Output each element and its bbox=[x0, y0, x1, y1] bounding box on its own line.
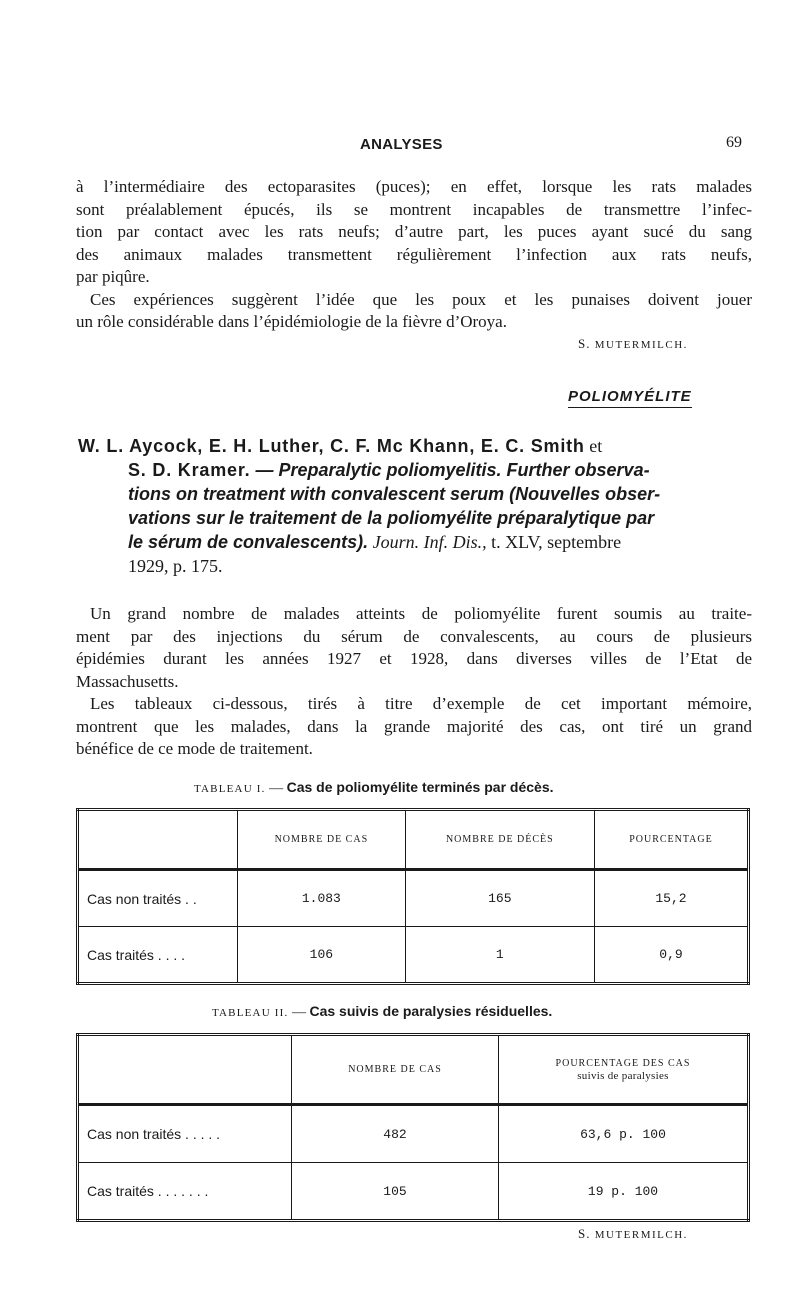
table-cell: 63,6 p. 100 bbox=[499, 1105, 749, 1163]
table-cell: 15,2 bbox=[594, 870, 748, 927]
text-line: à l’intermédiaire des ectoparasites (puces); en effet, lorsque les rats malades bbox=[76, 177, 752, 196]
table2 bbox=[76, 1033, 750, 1222]
table2-header-percent bbox=[499, 1035, 749, 1105]
article-title: vations sur le traitement de la poliomyélite préparalytique par bbox=[128, 508, 655, 528]
table2-caption bbox=[212, 1003, 552, 1021]
text-line: Ces expériences suggèrent l’idée que les poux et les punaises doivent jouer bbox=[90, 289, 752, 309]
signature-name: MUTERMILCH. bbox=[594, 1229, 688, 1241]
article-title: — Preparalytic poliomyelitis. Further observa- bbox=[250, 460, 650, 480]
ref-conjunction: et bbox=[584, 436, 603, 456]
text-line: par piqûre. bbox=[76, 267, 150, 286]
signature-initial: S. bbox=[578, 1226, 591, 1241]
signature-name: MUTERMILCH. bbox=[594, 339, 688, 351]
article-title: tions on treatment with convalescent serum (Nouvelles obser- bbox=[128, 484, 661, 504]
table1-header-percent: POURCENTAGE bbox=[594, 810, 748, 870]
table-row-label: Cas traités . . . . bbox=[78, 927, 238, 984]
journal-name: Journ. Inf. Dis., bbox=[368, 532, 487, 552]
authors: S. D. Kramer. bbox=[128, 460, 251, 480]
table-corner-cell bbox=[78, 810, 238, 870]
table-row bbox=[78, 1163, 749, 1221]
table1-caption bbox=[194, 779, 554, 797]
bibliographic-reference bbox=[78, 434, 754, 578]
text-line: épidémies durant les années 1927 et 1928, dans diverses villes de l’Etat de bbox=[76, 649, 752, 668]
text-line: sont préalablement épucés, ils se montrent incapables de transmettre l’infec- bbox=[76, 199, 752, 219]
table1-header-deaths: NOMBRE DE DÉCÈS bbox=[405, 810, 594, 870]
body-paragraph bbox=[76, 603, 752, 761]
table2-header-percent-line1: POURCENTAGE DES CAS bbox=[555, 1057, 691, 1069]
table1-caption-text: Cas de poliomyélite terminés par décès. bbox=[286, 779, 554, 795]
article-title: le sérum de convalescents). bbox=[128, 532, 369, 552]
journal-volume: t. XLV, septembre bbox=[486, 532, 622, 552]
page-number: 69 bbox=[726, 134, 742, 151]
text-line: ment par des injections du sérum de convalescents, au cours de plusieurs bbox=[76, 626, 752, 646]
table-cell: 0,9 bbox=[594, 927, 748, 984]
table-cell: 19 p. 100 bbox=[499, 1163, 749, 1221]
signature-initial: S. bbox=[578, 336, 591, 351]
journal-year-page: 1929, p. 175. bbox=[128, 556, 223, 576]
intro-signature bbox=[578, 336, 688, 352]
intro-paragraph bbox=[76, 176, 752, 334]
caption-dash: — bbox=[265, 781, 287, 796]
table1-caption-label: TABLEAU I. bbox=[194, 783, 266, 795]
table-cell: 1.083 bbox=[238, 870, 406, 927]
caption-dash: — bbox=[288, 1005, 310, 1020]
text-line: Un grand nombre de malades atteints de poliomyélite furent soumis au traite- bbox=[90, 604, 752, 623]
table-cell: 106 bbox=[238, 927, 406, 984]
table-cell: 1 bbox=[405, 927, 594, 984]
text-line: des animaux malades transmettent régulièrement l’infection aux rats neufs, bbox=[76, 244, 752, 264]
table2-caption-text: Cas suivis de paralysies résiduelles. bbox=[309, 1003, 553, 1019]
running-head: ANALYSES bbox=[360, 136, 443, 153]
text-line: montrent que les malades, dans la grande majorité des cas, ont tiré un grand bbox=[76, 716, 752, 736]
table1-header-cases: NOMBRE DE CAS bbox=[238, 810, 406, 870]
text-line: bénéfice de ce mode de traitement. bbox=[76, 739, 313, 758]
table2-header-cases: NOMBRE DE CAS bbox=[292, 1035, 499, 1105]
table-row-label: Cas non traités . . bbox=[78, 870, 238, 927]
table-cell: 482 bbox=[292, 1105, 499, 1163]
table-row bbox=[78, 870, 749, 927]
text-line: Les tableaux ci-dessous, tirés à titre d’exemple de cet important mémoire, bbox=[90, 694, 752, 713]
table-cell: 165 bbox=[405, 870, 594, 927]
authors: W. L. Aycock, E. H. Luther, C. F. Mc Khann, E. C. Smith bbox=[78, 436, 585, 456]
table-row-label: Cas traités . . . . . . . bbox=[78, 1163, 292, 1221]
table-corner-cell bbox=[78, 1035, 292, 1105]
text-line: tion par contact avec les rats neufs; d’autre part, les puces ayant sucé du sang bbox=[76, 222, 752, 241]
text-line: un rôle considérable dans l’épidémiologie de la fièvre d’Oroya. bbox=[76, 312, 507, 331]
table2-header-percent-line2: suivis de paralysies bbox=[577, 1069, 669, 1082]
table2-caption-label: TABLEAU II. bbox=[212, 1007, 289, 1019]
text-line: Massachusetts. bbox=[76, 671, 179, 691]
table-row bbox=[78, 927, 749, 984]
table-row-label: Cas non traités . . . . . bbox=[78, 1105, 292, 1163]
section-title: POLIOMYÉLITE bbox=[568, 388, 692, 408]
closing-signature bbox=[578, 1226, 688, 1242]
table-cell: 105 bbox=[292, 1163, 499, 1221]
table-row bbox=[78, 1105, 749, 1163]
table1 bbox=[76, 808, 750, 985]
